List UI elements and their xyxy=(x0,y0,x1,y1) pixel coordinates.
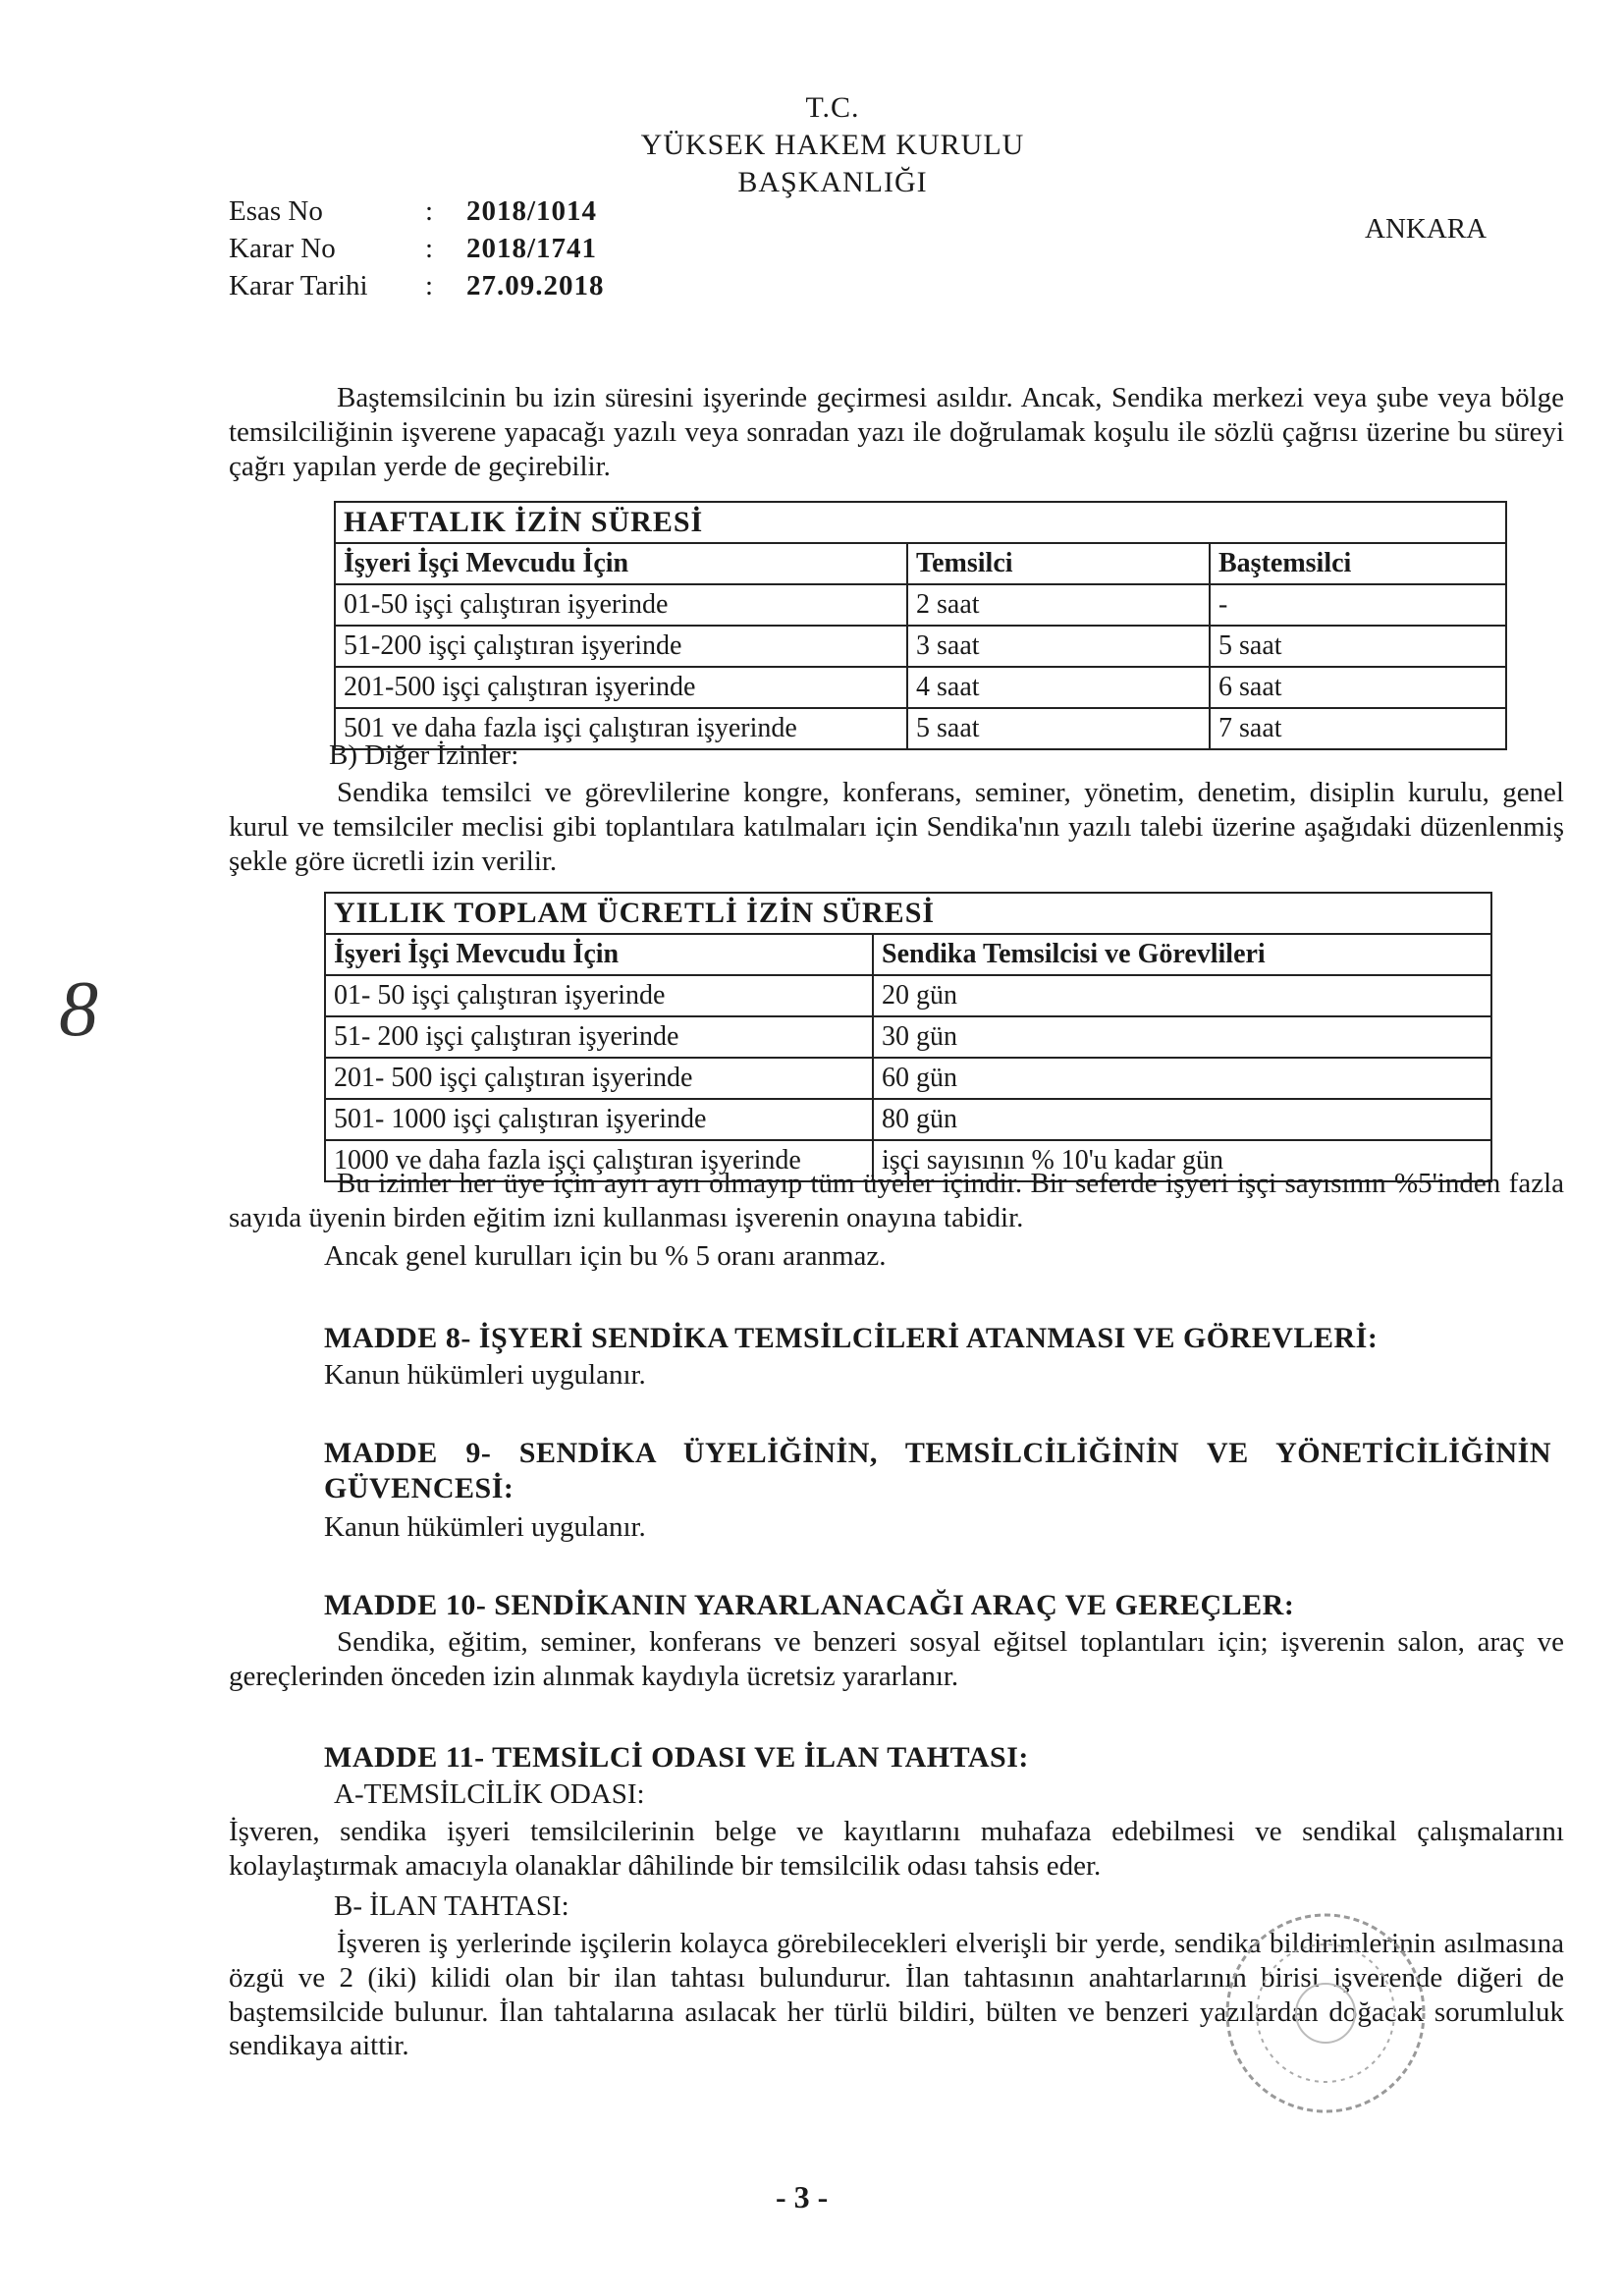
karar-tarihi: 27.09.2018 xyxy=(466,270,605,301)
madde-11-b-text: İşveren iş yerlerinde işçilerin kolayca görebilecekleri elverişli bir yerde, sendika bildirimlerinin asılmasına özgü ve 2 (iki) kilidi olan bir ilan tahtası bulundurur. İlan tahtasının anahtarlarının birisi işverende diğeri de baştemsilcide bulunur. İlan tahtalarına asılacak her türlü bildiri, bülten ve benzeri yazılardan doğacak sorumluluk sendikaya aittir. xyxy=(229,1928,1564,2062)
table-header: Baştemsilci xyxy=(1210,543,1506,584)
madde-11-a-text: İşveren, sendika işyeri temsilcilerinin belge ve kayıtlarını muhafaza edebilmesi ve sendikal çalışmalarını kolaylaştırmak amacıyla olanaklar dâhilinde bir temsilcilik odası tahsis eder. xyxy=(229,1816,1564,1882)
weekly-leave-table xyxy=(334,501,1507,750)
meta-row: Karar Tarihi : 27.09.2018 xyxy=(229,269,605,306)
page-number: - 3 - xyxy=(776,2179,829,2214)
madde-11-a-title: A-TEMSİLCİLİK ODASI: xyxy=(334,1778,645,1810)
madde-9-title: MADDE 9- SENDİKA ÜYELİĞİNİN, TEMSİLCİLİĞİNİN VE YÖNETİCİLİĞİNİN GÜVENCESİ: xyxy=(324,1437,1551,1504)
case-meta xyxy=(229,194,605,306)
table-row: 201- 500 işçi çalıştıran işyerinde 60 gün xyxy=(325,1058,1491,1099)
madde-8-text: Kanun hükümleri uygulanır. xyxy=(324,1359,646,1391)
madde-10-title: MADDE 10- SENDİKANIN YARARLANACAĞI ARAÇ VE GEREÇLER: xyxy=(324,1589,1295,1621)
table-row: 501- 1000 işçi çalıştıran işyerinde 80 gün xyxy=(325,1099,1491,1140)
table-header: Sendika Temsilcisi ve Görevlileri xyxy=(873,934,1491,975)
intro-paragraph: Baştemsilcinin bu izin süresini işyerinde geçirmesi asıldır. Ancak, Sendika merkezi veya şube veya bölge temsilciliğinin işverene yapacağı yazılı veya sonradan yazı ile doğrulamak koşulu ile sözlü çağrısı üzerine bu süreyi çağrı yapılan yerde de geçirebilir. xyxy=(229,382,1564,482)
section-b-title: B) Diğer İzinler: xyxy=(329,739,519,771)
header-city: ANKARA xyxy=(1365,213,1488,245)
annual-leave-table xyxy=(324,892,1492,1182)
leave-note-paragraph: Bu izinler her üye için ayrı ayrı olmayıp tüm üyeler içindir. Bir seferde işyeri işçi sayısının %5'inden fazla sayıda üyenin birden eğitim izni kullanması işverenin onayına tabidir. xyxy=(229,1168,1564,1233)
table-row: 201-500 işçi çalıştıran işyerinde 4 saat 6 saat xyxy=(335,667,1506,708)
official-stamp-icon xyxy=(1208,1895,1443,2131)
madde-9-text: Kanun hükümleri uygulanır. xyxy=(324,1511,646,1543)
madde-11-title: MADDE 11- TEMSİLCİ ODASI VE İLAN TAHTASI: xyxy=(324,1741,1029,1774)
meta-row: Esas No : 2018/1014 xyxy=(229,194,605,232)
header-tc: T.C. xyxy=(805,91,860,124)
table-row: 51- 200 işçi çalıştıran işyerinde 30 gün xyxy=(325,1016,1491,1058)
header-presidency: BAŞKANLIĞI xyxy=(737,166,928,198)
table-header: İşyeri İşçi Mevcudu İçin xyxy=(335,543,907,584)
header-institution: YÜKSEK HAKEM KURULU xyxy=(640,129,1025,161)
esas-no: 2018/1014 xyxy=(466,195,598,227)
meta-row: Karar No : 2018/1741 xyxy=(229,232,605,269)
table-row: 01-50 işçi çalıştıran işyerinde 2 saat - xyxy=(335,584,1506,626)
madde-8-title: MADDE 8- İŞYERİ SENDİKA TEMSİLCİLERİ ATANMASI VE GÖREVLERİ: xyxy=(324,1322,1379,1354)
handwritten-mark: 8 xyxy=(59,966,98,1053)
table-row: 51-200 işçi çalıştıran işyerinde 3 saat 5 saat xyxy=(335,626,1506,667)
table-title: HAFTALIK İZİN SÜRESİ xyxy=(335,502,1506,543)
section-b-text: Sendika temsilci ve görevlilerine kongre, konferans, seminer, yönetim, denetim, disiplin kurulu, genel kurul ve temsilciler meclisi gibi toplantılara katılmaları için Sendika'nın yazılı talebi üzerine aşağıdaki düzenlenmiş şekle göre ücretli izin verilir. xyxy=(229,777,1564,877)
table-row: 01- 50 işçi çalıştıran işyerinde 20 gün xyxy=(325,975,1491,1016)
table-row: 1000 ve daha fazla işçi çalıştıran işyerinde işçi sayısının % 10'u kadar gün xyxy=(325,1140,1491,1181)
table-header: İşyeri İşçi Mevcudu İçin xyxy=(325,934,873,975)
table-row: 501 ve daha fazla işçi çalıştıran işyerinde 5 saat 7 saat xyxy=(335,708,1506,749)
madde-10-text: Sendika, eğitim, seminer, konferans ve benzeri sosyal eğitsel toplantıları için; işverenin salon, araç ve gereçlerinden önceden izin alınmak kaydıyla ücretsiz yararlanır. xyxy=(229,1626,1564,1692)
karar-no: 2018/1741 xyxy=(466,233,598,264)
table-title: YILLIK TOPLAM ÜCRETLİ İZİN SÜRESİ xyxy=(325,893,1491,934)
madde-11-b-title: B- İLAN TAHTASI: xyxy=(334,1890,569,1922)
leave-note-line: Ancak genel kurulları için bu % 5 oranı aranmaz. xyxy=(324,1240,887,1272)
table-header: Temsilci xyxy=(907,543,1210,584)
